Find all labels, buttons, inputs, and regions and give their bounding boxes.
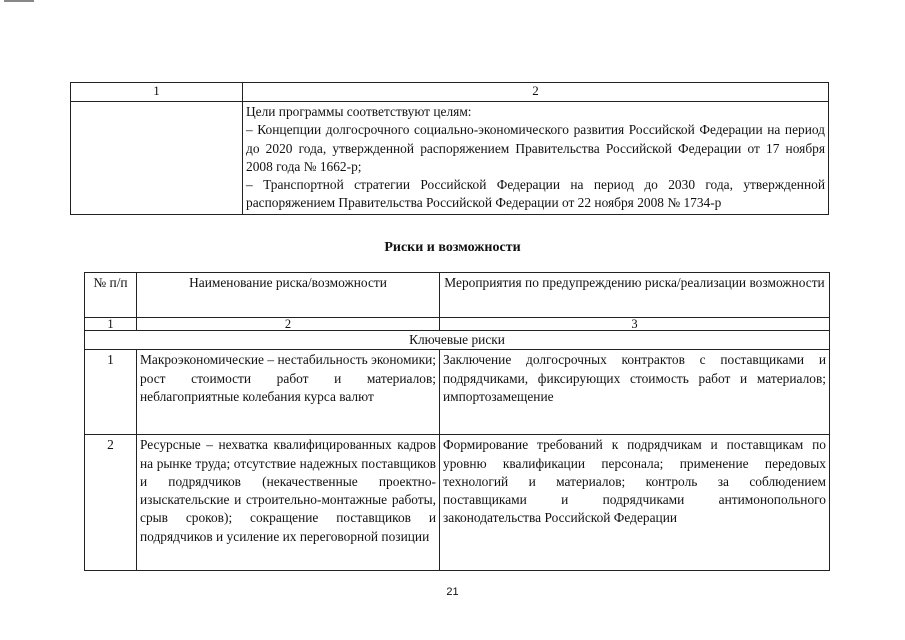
goals-col-2-number: 2 bbox=[243, 83, 829, 102]
risk-name: Ресурсные – нехватка квалифицированных кадров на рынке труда; отсутствие надежных поставщиков и подрядчиков (некачественные проектно-изыскательские и строительно-монтажные работы, срыв сроков); сокращение поставщиков и подрядчиков и усиление их переговорной позиции bbox=[137, 435, 440, 571]
goals-table bbox=[70, 82, 829, 215]
risk-number: 2 bbox=[85, 435, 137, 571]
goals-transport-item: – Транспортной стратегии Российской Федерации на период до 2030 года, утвержденной распоряжением Правительства Российской Федерации от 22 ноября 2008 № 1734-р bbox=[246, 177, 825, 211]
header-measures: Мероприятия по предупреждению риска/реализации возможности bbox=[440, 273, 830, 318]
column-number-2: 2 bbox=[137, 318, 440, 331]
risk-measures: Формирование требований к подрядчикам и поставщикам по уровню квалификации персонала; применение передовых технологий и материалов; контроль за соблюдением поставщиками и подрядчиками антимонопольного законодательства Российской Федерации bbox=[440, 435, 830, 571]
risk-name: Макроэкономические – нестабильность экономики; рост стоимости работ и материалов; неблагоприятные колебания курса валют bbox=[137, 350, 440, 435]
key-risks-section-row bbox=[85, 331, 830, 350]
goals-empty-cell bbox=[71, 102, 243, 215]
column-number-1: 1 bbox=[85, 318, 137, 331]
column-number-3: 3 bbox=[440, 318, 830, 331]
section-title: Риски и возможности bbox=[384, 240, 521, 255]
table-row bbox=[85, 435, 830, 571]
page-number: 21 bbox=[446, 586, 459, 598]
column-numbers-row bbox=[85, 318, 830, 331]
goals-table-header-row bbox=[71, 83, 829, 102]
goals-col-1-number: 1 bbox=[71, 83, 243, 102]
table-row bbox=[85, 350, 830, 435]
header-risk-name: Наименование риска/возможности bbox=[137, 273, 440, 318]
scan-edge-mark bbox=[4, 0, 34, 2]
key-risks-label: Ключевые риски bbox=[85, 331, 830, 350]
risks-header-row bbox=[85, 273, 830, 318]
risk-measures: Заключение долгосрочных контрактов с поставщиками и подрядчиками, фиксирующих стоимость работ и материалов; импортозамещение bbox=[440, 350, 830, 435]
goals-intro: Цели программы соответствуют целям: bbox=[246, 104, 472, 119]
goals-table-row bbox=[71, 102, 829, 215]
risks-table bbox=[84, 272, 830, 571]
goals-content-cell bbox=[243, 102, 829, 215]
header-number: № п/п bbox=[85, 273, 137, 318]
goals-concept-item: – Концепции долгосрочного социально-экономического развития Российской Федерации на период до 2020 года, утвержденной распоряжением Правительства Российской Федерации от 17 ноября 2008 года № 1662-р; bbox=[246, 122, 825, 174]
risk-number: 1 bbox=[85, 350, 137, 435]
